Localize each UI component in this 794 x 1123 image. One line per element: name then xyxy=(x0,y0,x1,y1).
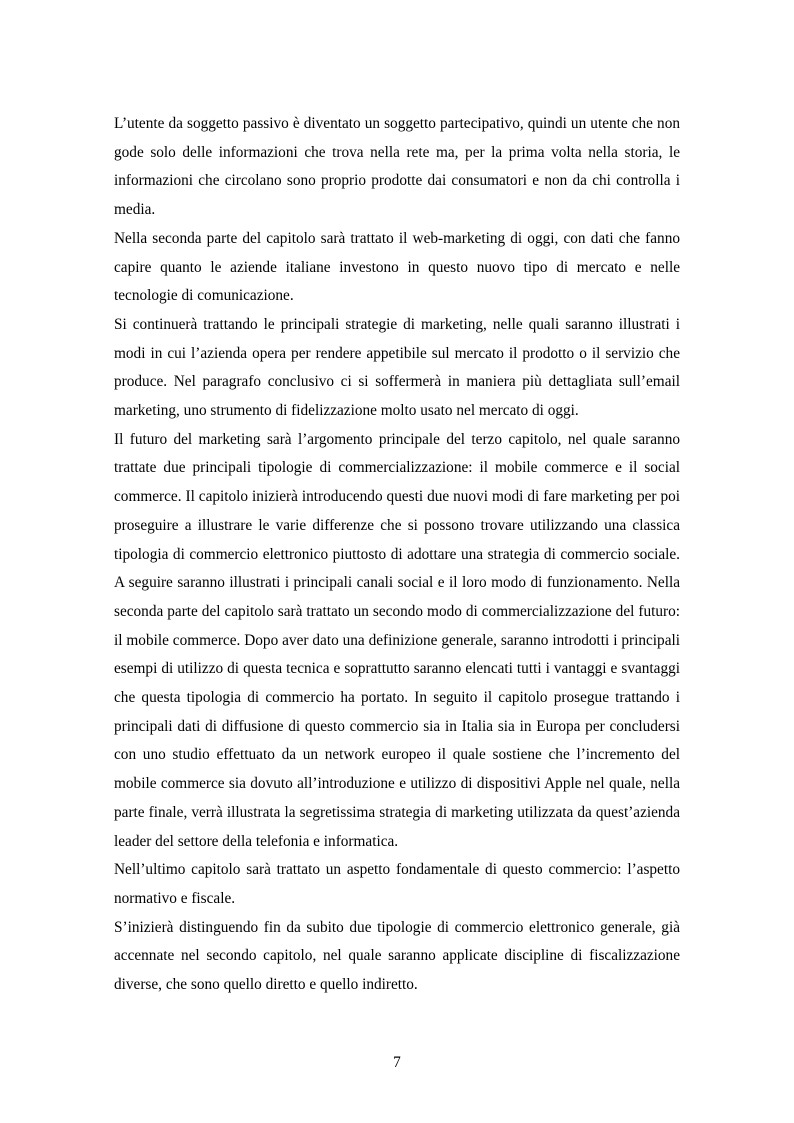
body-text xyxy=(114,110,680,1000)
paragraph-2: Nella seconda parte del capitolo sarà trattato il web-marketing di oggi, con dati che fanno capire quanto le aziende italiane investono in questo nuovo tipo di mercato e nelle tecnologie di comunicazione. xyxy=(114,229,680,305)
paragraph-3: Si continuerà trattando le principali strategie di marketing, nelle quali saranno illustrati i modi in cui l’azienda opera per rendere appetibile sul mercato il prodotto o il servizio che produce. Nel paragrafo conclusivo ci si soffermerà in maniera più dettagliata sull’email marketing, uno strumento di fidelizzazione molto usato nel mercato di oggi. xyxy=(114,315,680,420)
paragraph-1: L’utente da soggetto passivo è diventato un soggetto partecipativo, quindi un utente che non gode solo delle informazioni che trova nella rete ma, per la prima volta nella storia, le informazioni che circolano sono proprio prodotte dai consumatori e non da chi controlla i media. xyxy=(114,115,680,219)
paragraph-5: Nell’ultimo capitolo sarà trattato un aspetto fondamentale di questo commercio: l’aspetto normativo e fiscale. xyxy=(114,861,680,907)
paragraph-4: Il futuro del marketing sarà l’argomento principale del terzo capitolo, nel quale saranno trattate due principali tipologie di commercializzazione: il mobile commerce e il social commerce. Il capitolo inizierà introducendo questi due nuovi modi di fare marketing per poi proseguire a illustrare le varie differenze che si possono trovare utilizzando una classica tipologia di commercio elettronico piuttosto di adottare una strategia di commercio sociale. A seguire saranno illustrati i principali canali social e il loro modo di funzionamento. Nella seconda parte del capitolo sarà trattato un secondo modo di commercializzazione del futuro: il mobile commerce. Dopo aver dato una definizione generale, saranno introdotti i principali esempi di utilizzo di questa tecnica e soprattutto saranno elencati tutti i vantaggi e svantaggi che questa tipologia di commercio ha portato. In seguito il capitolo prosegue trattando i principali dati di diffusione di questo commercio sia in Italia sia in Europa per concludersi con uno studio effettuato da un network europeo il quale sostiene che l’incremento del mobile commerce sia dovuto all’introduzione e utilizzo di dispositivi Apple nel quale, nella parte finale, verrà illustrata la segretissima strategia di marketing utilizzata da quest’azienda leader del settore della telefonia e informatica. xyxy=(114,430,680,850)
page-number: 7 xyxy=(393,1054,401,1071)
paragraph-6: S’inizierà distinguendo fin da subito due tipologie di commercio elettronico generale, già accennate nel secondo capitolo, nel quale saranno applicate discipline di fiscalizzazione diverse, che sono quello diretto e quello indiretto. xyxy=(114,918,680,994)
